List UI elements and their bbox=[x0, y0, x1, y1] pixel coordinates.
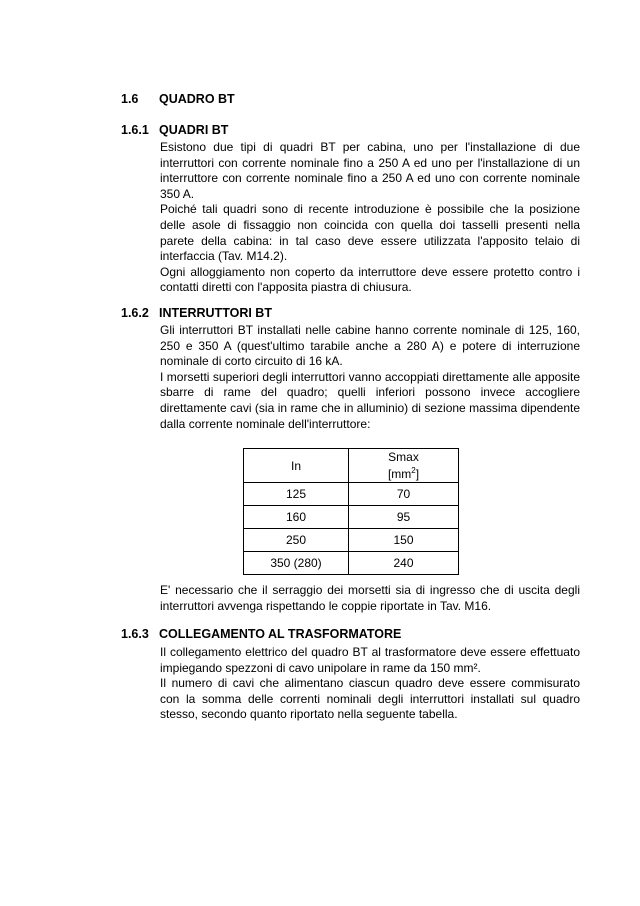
paragraph: I morsetti superiori degli interruttori vanno accoppiati direttamente alle apposite sbarre di rame del quadro; quelli inferiori possono invece accogliere direttamente cavi (sia in rame che in alluminio) di sezione massima dipendente dalla corrente nominale dell'interruttore: bbox=[160, 369, 580, 431]
cable-section-table bbox=[243, 448, 459, 575]
subsection-number: 1.6.1 bbox=[121, 123, 149, 137]
table-row bbox=[244, 483, 459, 506]
cell-in: 350 (280) bbox=[244, 552, 349, 575]
header-smax bbox=[349, 449, 459, 483]
cell-smax: 95 bbox=[349, 506, 459, 529]
subsection-number: 1.6.3 bbox=[121, 627, 149, 641]
header-in: In bbox=[244, 449, 349, 483]
section-title: QUADRO BT bbox=[159, 92, 235, 106]
subsection-heading-2 bbox=[121, 306, 272, 320]
subsection-title: COLLEGAMENTO AL TRASFORMATORE bbox=[159, 627, 402, 641]
cell-in: 125 bbox=[244, 483, 349, 506]
section-heading bbox=[121, 92, 235, 106]
subsection-2-body bbox=[160, 323, 580, 432]
section-number: 1.6 bbox=[121, 92, 139, 106]
paragraph: Esistono due tipi di quadri BT per cabina, uno per l'installazione di due interruttori con corrente nominale fino a 250 A ed uno per l'installazione di un interruttore con corrente nominale fino a 250 A ed uno con corrente nominale 350 A. bbox=[160, 140, 580, 201]
cell-smax: 240 bbox=[349, 552, 459, 575]
subsection-title: QUADRI BT bbox=[159, 123, 229, 137]
cell-smax: 70 bbox=[349, 483, 459, 506]
header-smax-label: Smax bbox=[388, 450, 419, 464]
table-row bbox=[244, 506, 459, 529]
subsection-1-body bbox=[160, 140, 580, 296]
paragraph: Il numero di cavi che alimentano ciascun quadro deve essere commisurato con la somma delle correnti nominali degli interruttori installati sul quadro stesso, secondo quanto riportato nella seguente tabella. bbox=[160, 676, 580, 722]
table-row bbox=[244, 552, 459, 575]
cell-smax: 150 bbox=[349, 529, 459, 552]
subsection-title: INTERRUTTORI BT bbox=[159, 306, 272, 320]
table-header-row bbox=[244, 449, 459, 483]
subsection-heading-3 bbox=[121, 627, 401, 641]
after-table-text bbox=[160, 583, 580, 614]
header-smax-unit: $[mm^2]$ bbox=[387, 466, 420, 481]
paragraph: Il collegamento elettrico del quadro BT al trasformatore deve essere effettuato impiegando spezzoni di cavo unipolare in rame da 150 mm². bbox=[160, 645, 580, 675]
paragraph: E' necessario che il serraggio dei morsetti sia di ingresso che di uscita degli interruttori avvenga rispettando le coppie riportate in Tav. M16. bbox=[160, 583, 580, 613]
paragraph: Gli interruttori BT installati nelle cabine hanno corrente nominale di 125, 160, 250 e 350 A (quest'ultimo tarabile anche a 280 A) e potere di interruzione nominale di corto circuito di 16 kA. bbox=[160, 323, 580, 369]
paragraph: Poiché tali quadri sono di recente introduzione è possibile che la posizione delle asole di fissaggio non coincida con quella doi tasselli presenti nella parete della cabina: in tal caso deve essere utilizzata l'apposito telaio di interfaccia (Tav. M14.2). bbox=[160, 202, 580, 264]
subsection-heading-1 bbox=[121, 123, 228, 137]
paragraph: Ogni alloggiamento non coperto da interruttore deve essere protetto contro i contatti diretti con l'apposita piastra di chiusura. bbox=[160, 264, 580, 295]
subsection-number: 1.6.2 bbox=[121, 306, 149, 320]
cell-in: 250 bbox=[244, 529, 349, 552]
table-row bbox=[244, 529, 459, 552]
cell-in: 160 bbox=[244, 506, 349, 529]
subsection-3-body bbox=[160, 645, 580, 723]
